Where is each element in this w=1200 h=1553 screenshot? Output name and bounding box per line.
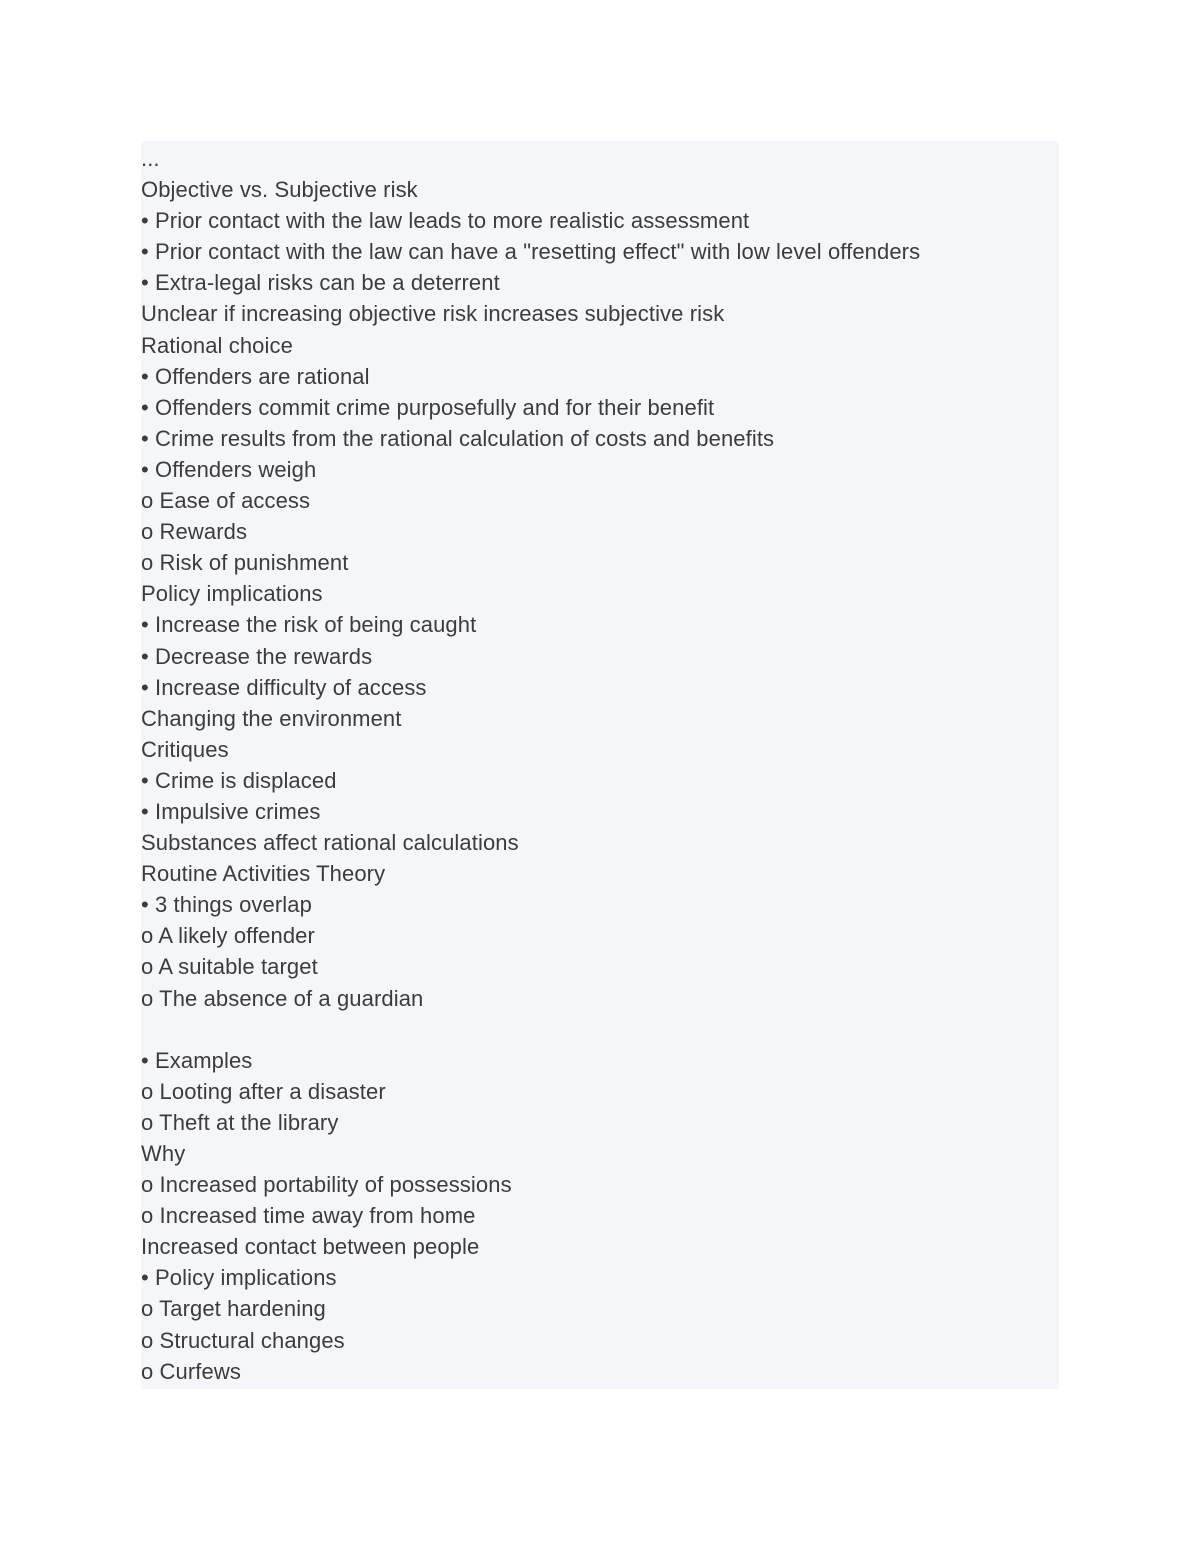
sub-bullet-line: o Ease of access (141, 488, 311, 514)
text-line: Changing the environment (141, 705, 402, 731)
document-text-block (141, 141, 1059, 1389)
blank-line (141, 1014, 1059, 1045)
sub-bullet-line: o Increased portability of possessions (141, 1172, 512, 1198)
sub-bullet-line: o Risk of punishment (141, 550, 349, 576)
section-heading: Critiques (141, 736, 229, 762)
bullet-line: • Extra-legal risks can be a deterrent (141, 270, 500, 296)
bullet-line: • Prior contact with the law can have a "resetting effect" with low level offenders (141, 239, 921, 265)
sub-bullet-line: o Rewards (141, 519, 248, 545)
section-heading: Rational choice (141, 332, 293, 358)
text-line: Increased contact between people (141, 1234, 480, 1260)
sub-bullet-line: o Looting after a disaster (141, 1078, 386, 1104)
sub-bullet-line: o Increased time away from home (141, 1203, 476, 1229)
bullet-line: • Crime is displaced (141, 767, 337, 793)
bullet-line: • Increase difficulty of access (141, 674, 427, 700)
bullet-line: • Examples (141, 1047, 253, 1073)
sub-bullet-line: o Theft at the library (141, 1109, 339, 1135)
bullet-line: • Increase the risk of being caught (141, 612, 477, 638)
bullet-line: • Policy implications (141, 1265, 337, 1291)
text-line: ... (141, 146, 160, 171)
section-heading: Policy implications (141, 581, 323, 607)
bullet-line: • 3 things overlap (141, 892, 312, 918)
bullet-line: • Impulsive crimes (141, 798, 321, 824)
section-heading: Objective vs. Subjective risk (141, 177, 418, 203)
text-line: Unclear if increasing objective risk increases subjective risk (141, 301, 725, 327)
sub-bullet-line: o Curfews (141, 1358, 241, 1384)
bullet-line: • Offenders commit crime purposefully and for their benefit (141, 394, 715, 420)
bullet-line: • Crime results from the rational calculation of costs and benefits (141, 425, 775, 451)
bullet-line: • Offenders weigh (141, 456, 317, 482)
bullet-line: • Prior contact with the law leads to more realistic assessment (141, 208, 750, 234)
bullet-line: • Offenders are rational (141, 363, 370, 389)
sub-bullet-line: o Target hardening (141, 1296, 326, 1322)
sub-bullet-line: o The absence of a guardian (141, 985, 424, 1011)
sub-bullet-line: o Structural changes (141, 1327, 345, 1353)
sub-bullet-line: o A likely offender (141, 923, 315, 949)
text-line: Substances affect rational calculations (141, 830, 519, 856)
sub-bullet-line: o A suitable target (141, 954, 318, 980)
section-heading: Routine Activities Theory (141, 861, 386, 887)
section-heading: Why (141, 1141, 186, 1166)
bullet-line: • Decrease the rewards (141, 643, 373, 669)
